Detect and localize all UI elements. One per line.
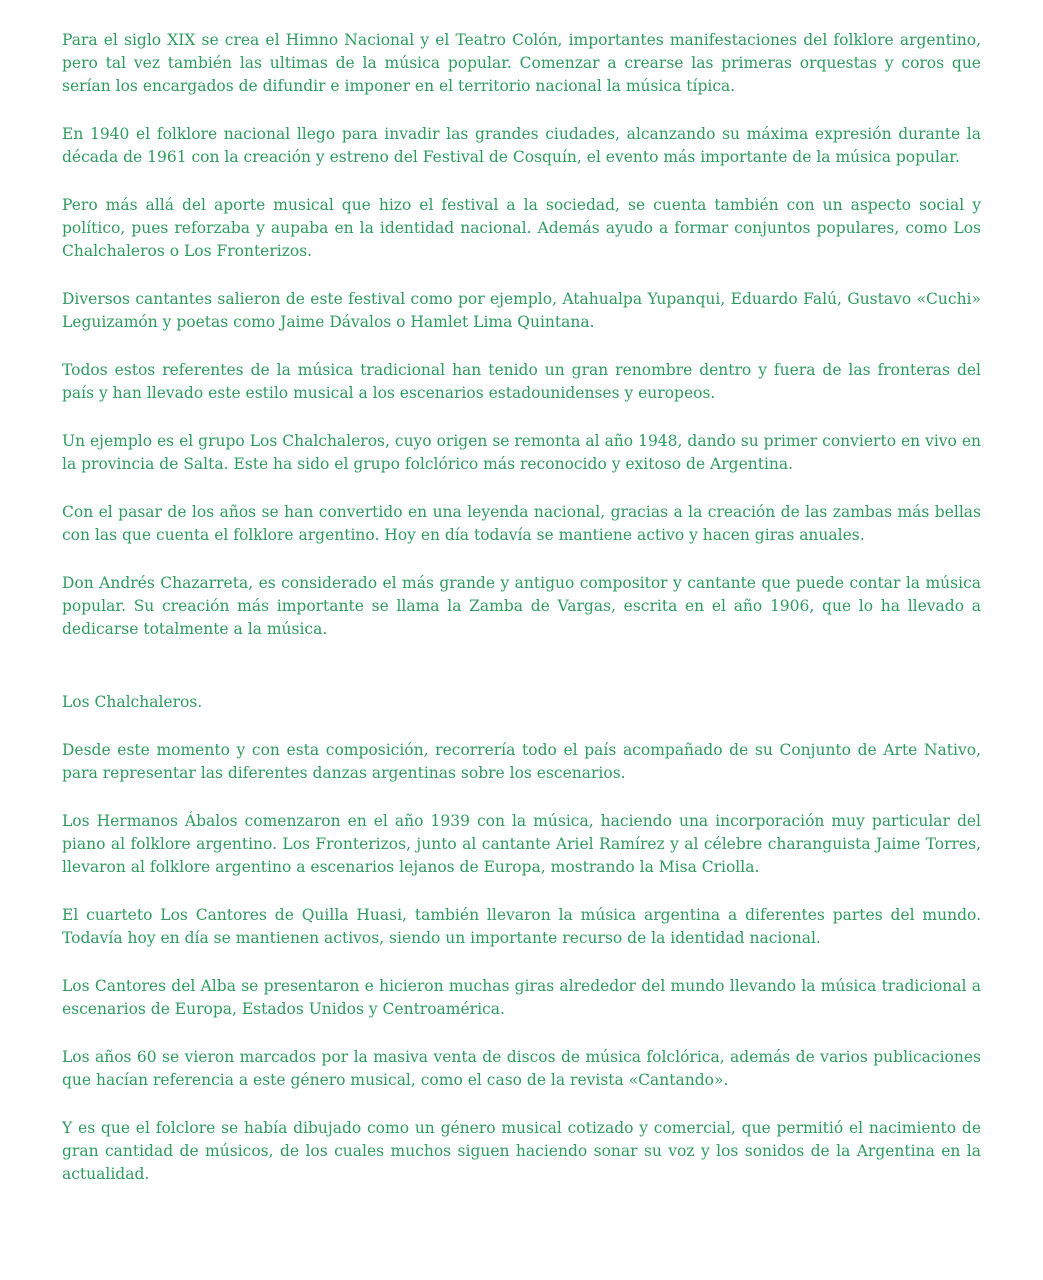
paragraph-quilla-huasi: El cuarteto Los Cantores de Quilla Huasi, también llevaron la música argentina a diferentes partes del mundo. Todavía hoy en día se mantienen activos, siendo un importante recurso de la identidad nacional. (62, 906, 981, 947)
paragraph-referentes: Todos estos referentes de la música tradicional han tenido un gran renombre dentro y fuera de las fronteras del país y han llevado este estilo musical a los escenarios estadounidenses y europeos. (62, 361, 981, 402)
paragraph-conclusion: Y es que el folclore se había dibujado como un género musical cotizado y comercial, que permitió el nacimiento de gran cantidad de músicos, de los cuales muchos siguen haciendo sonar su voz y los sonidos de la Argentina en la actualidad. (62, 1119, 981, 1183)
paragraph-cosquin: En 1940 el folklore nacional llego para invadir las grandes ciudades, alcanzando su máxima expresión durante la década de 1961 con la creación y estreno del Festival de Cosquín, el evento más importante de la música popular. (62, 125, 981, 166)
paragraph-aporte-social: Pero más allá del aporte musical que hizo el festival a la sociedad, se cuenta también con un aspecto social y político, pues reforzaba y aupaba en la identidad nacional. Además ayudo a formar conjuntos populares, como Los Chalchaleros o Los Fronterizos. (62, 196, 981, 260)
paragraph-arte-nativo: Desde este momento y con esta composición, recorrería todo el país acompañado de su Conjunto de Arte Nativo, para representar las diferentes danzas argentinas sobre los escenarios. (62, 741, 981, 782)
paragraph-cantantes: Diversos cantantes salieron de este festival como por ejemplo, Atahualpa Yupanqui, Eduardo Falú, Gustavo «Cuchi» Leguizamón y poetas como Jaime Dávalos o Hamlet Lima Quintana. (62, 290, 981, 331)
paragraph-cantores-alba: Los Cantores del Alba se presentaron e hicieron muchas giras alrededor del mundo llevando la música tradicional a escenarios de Europa, Estados Unidos y Centroamérica. (62, 977, 981, 1018)
paragraph-anos-60: Los años 60 se vieron marcados por la masiva venta de discos de música folclórica, además de varios publicaciones que hacían referencia a este género musical, como el caso de la revista «Cantando». (62, 1048, 981, 1089)
document-body (62, 29, 981, 1211)
paragraph-leyenda-nacional: Con el pasar de los años se han convertido en una leyenda nacional, gracias a la creación de las zambas más bellas con las que cuenta el folklore argentino. Hoy en día todavía se mantiene activo y hacen giras anuales. (62, 503, 981, 544)
paragraph-hermanos-abalos: Los Hermanos Ábalos comenzaron en el año 1939 con la música, haciendo una incorporación muy particular del piano al folklore argentino. Los Fronterizos, junto al cantante Ariel Ramírez y al célebre charanguista Jaime Torres, llevaron al folklore argentino a escenarios lejanos de Europa, mostrando la Misa Criolla. (62, 812, 981, 876)
paragraph-chalchaleros-origen: Un ejemplo es el grupo Los Chalchaleros, cuyo origen se remonta al año 1948, dando su primer convierto en vivo en la provincia de Salta. Este ha sido el grupo folclórico más reconocido y exitoso de Argentina. (62, 432, 981, 473)
paragraph-chazarreta: Don Andrés Chazarreta, es considerado el más grande y antiguo compositor y cantante que puede contar la música popular. Su creación más importante se llama la Zamba de Vargas, escrita en el año 1906, que lo ha llevado a dedicarse totalmente a la música. (62, 574, 981, 638)
paragraph-himno-teatro: Para el siglo XIX se crea el Himno Nacional y el Teatro Colón, importantes manifestaciones del folklore argentino, pero tal vez también las ultimas de la música popular. Comenzar a crearse las primeras orquestas y coros que serían los encargados de difundir e imponer en el territorio nacional la música típica. (62, 31, 981, 95)
image-caption: Los Chalchaleros. (62, 693, 203, 711)
